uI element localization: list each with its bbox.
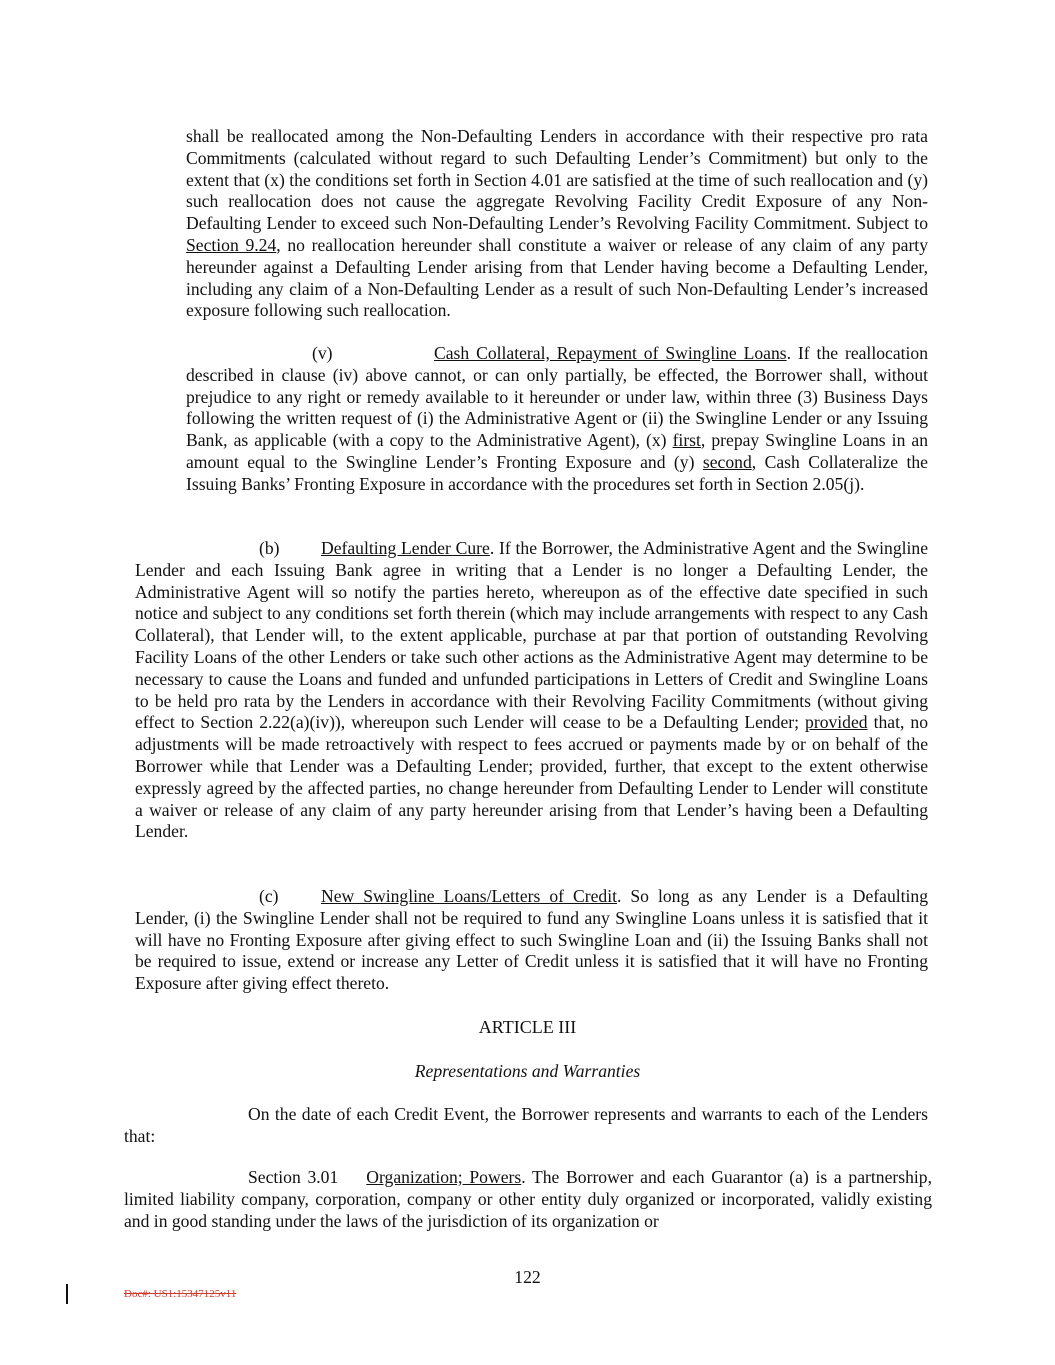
paragraph-c: [135, 886, 928, 995]
paragraph-iv-continued: [186, 126, 928, 322]
paragraph-text: . The Borrower and each Guarantor (a) is a partnership, limited liability company, corporation, company or other entity duly organized or incorporated, validly existing and in good standing under the laws of the jurisdiction of its organization or: [124, 1167, 932, 1231]
paragraph-text: that, no adjustments will be made retroactively with respect to fees accrued or payments made by or on behalf of the Borrower while that Lender was a Defaulting Lender; provided, further, that except to the extent otherwise expressly agreed by the affected parties, no change hereunder from Defaulting Lender to Lender will constitute a waiver or release of any claim of any party hereunder arising from that Lender’s having been a Defaulting Lender.: [135, 712, 928, 842]
clause-heading: New Swingline Loans/Letters of Credit: [321, 886, 617, 906]
paragraph-v: [186, 343, 928, 496]
document-id-footer: Doc#: US1:15347125v11: [124, 1288, 237, 1300]
clause-heading: Defaulting Lender Cure: [321, 538, 490, 558]
paragraph-b: [135, 538, 928, 843]
clause-number: (v): [312, 343, 333, 363]
paragraph-text: . If the reallocation described in clause (iv) above cannot, or can only partially, be effected, the Borrower shall, without prejudice to any right or remedy available to it hereunder or under law, within three (3) Business Days following the written request of (i) the Administrative Agent or (ii) the Swingline Lender or any Issuing Bank, as applicable (with a copy to the Administrative Agent), (x): [186, 343, 928, 451]
paragraph-text: , no reallocation hereunder shall constitute a waiver or release of any claim of any party hereunder against a Defaulting Lender arising from that Lender having become a Defaulting Lender, including any claim of a Non-Defaulting Lender as a result of such Non-Defaulting Lender’s increased exposure following such reallocation.: [186, 234, 928, 321]
paragraph-text: , Cash Collateralize the Issuing Banks’ Fronting Exposure in accordance with the procedures set forth in Section 2.05(j).: [186, 451, 928, 494]
paragraph-text: , prepay Swingline Loans in an amount equal to the Swingline Lender’s Fronting Exposure and (y): [186, 430, 929, 472]
first-term: first: [672, 430, 701, 451]
article-title: ARTICLE III: [478, 1017, 577, 1037]
article-subtitle: Representations and Warranties: [414, 1061, 641, 1081]
provided-term: provided: [805, 712, 868, 733]
paragraph-text: . So long as any Lender is a Defaulting Lender, (i) the Swingline Lender shall not be required to fund any Swingline Loans unless it is satisfied that it will have no Fronting Exposure after giving effect to such Swingline Loan and (ii) the Issuing Banks shall not be required to issue, extend or increase any Letter of Credit unless it is satisfied that it will have no Fronting Exposure after giving effect thereto.: [135, 886, 928, 994]
paragraph-text: On the date of each Credit Event, the Borrower represents and warrants to each of the Lenders that:: [124, 1104, 928, 1146]
paragraph-text: . If the Borrower, the Administrative Agent and the Swingline Lender and each Issuing Bank agree in writing that a Lender is no longer a Defaulting Lender, the Administrative Agent will so notify the parties hereto, whereupon as of the effective date specified in such notice and subject to any conditions set forth therein (which may include arrangements with respect to any Cash Collateral), that Lender will, to the extent applicable, purchase at par that portion of outstanding Revolving Facility Loans of the other Lenders or take such other actions as the Administrative Agent may determine to be necessary to cause the Loans and funded and unfunded participations in Letters of Credit and Swingline Loans to be held pro rata by the Lenders in accordance with their Revolving Facility Commitments (without giving effect to Section 2.22(a)(iv)), whereupon such Lender will cease to be a Defaulting Lender;: [135, 538, 929, 733]
clause-number: (c): [259, 886, 279, 906]
page-number: 122: [514, 1267, 541, 1287]
section-9-24-reference: Section 9.24: [186, 234, 277, 255]
section-number: Section 3.01: [248, 1167, 339, 1187]
section-3-01: [124, 1167, 932, 1232]
second-term: second: [702, 451, 752, 472]
article-intro: [124, 1104, 928, 1148]
change-bar: [66, 1284, 68, 1304]
clause-number: (b): [259, 538, 280, 558]
section-heading: Organization; Powers: [366, 1167, 522, 1187]
clause-heading: Cash Collateral, Repayment of Swingline Loans: [434, 343, 787, 363]
paragraph-text: shall be reallocated among the Non-Defaulting Lenders in accordance with their respective pro rata Commitments (calculated without regard to such Defaulting Lender’s Commitment) but only to the extent that (x) the conditions set forth in Section 4.01 are satisfied at the time of such reallocation and (y) such reallocation does not cause the aggregate Revolving Facility Credit Exposure of any Non-Defaulting Lender to exceed such Non-Defaulting Lender’s Revolving Facility Commitment. Subject to: [186, 126, 928, 234]
